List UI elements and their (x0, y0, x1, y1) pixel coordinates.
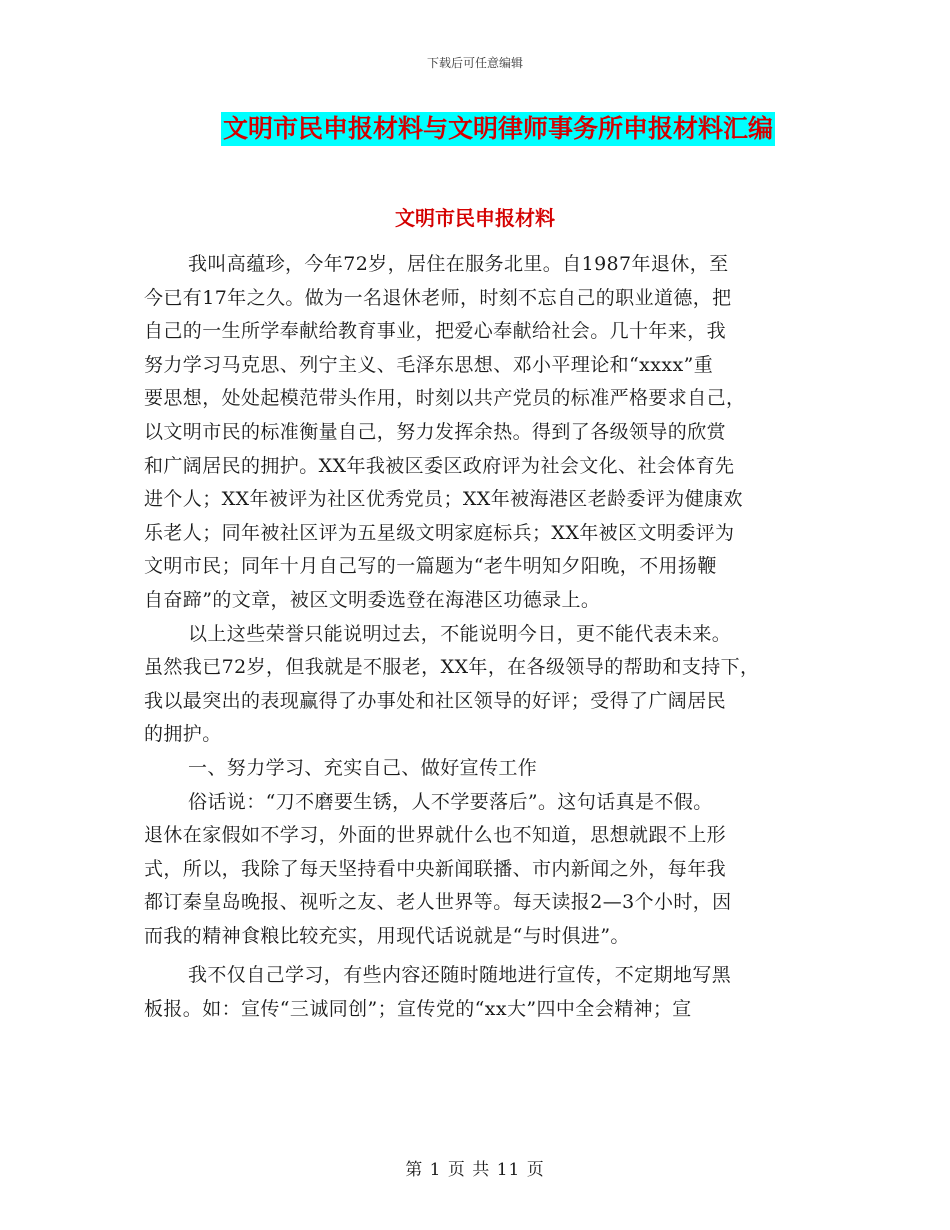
paragraph-line: 今已有17年之久。做为一名退休老师，时刻不忘自己的职业道德，把 (144, 286, 732, 309)
paragraph-line: 我不仅自己学习，有些内容还随时随地进行宣传，不定期地写黑 (188, 964, 732, 987)
paragraph-line: 自己的一生所学奉献给教育事业，把爱心奉献给社会。几十年来，我 (144, 320, 727, 343)
paragraph-line: 我叫高蕴珍，今年72岁，居住在服务北里。自1987年退休，至 (188, 253, 729, 275)
paragraph-line: 努力学习马克思、列宁主义、毛泽东思想、邓小平理论和“xxxx”重 (144, 353, 714, 376)
paragraph-line: 板报。如：宣传“三诚同创”；宣传党的“xx大”四中全会精神；宣 (144, 998, 692, 1021)
main-title-container (0, 112, 950, 146)
page-footer: 第 1 页 共 11 页 (405, 1160, 545, 1180)
paragraph-line: 俗话说：“刀不磨要生锈，人不学要落后”。这句话真是不假。 (188, 790, 713, 813)
paragraph-line: 和广阔居民的拥护。XX年我被区委区政府评为社会文化、社会体育先 (144, 454, 735, 477)
section-title: 文明市民申报材料 (395, 206, 555, 230)
paragraph-line: 退休在家假如不学习，外面的世界就什么也不知道，思想就跟不上形 (144, 824, 727, 847)
paragraph-line: 我以最突出的表现赢得了办事处和社区领导的好评；受得了广阔居民 (144, 689, 727, 712)
paragraph-line: 式，所以，我除了每天坚持看中央新闻联播、市内新闻之外，每年我 (144, 857, 727, 880)
paragraph-line: 自奋蹄”的文章，被区文明委选登在海港区功德录上。 (144, 588, 601, 611)
paragraph-line: 乐老人；同年被社区评为五星级文明家庭标兵；XX年被区文明委评为 (144, 521, 735, 544)
paragraph-line: 进个人；XX年被评为社区优秀党员；XX年被海港区老龄委评为健康欢 (144, 488, 743, 511)
section-heading-line: 一、努力学习、充实自己、做好宣传工作 (188, 756, 538, 779)
header-note: 下载后可任意编辑 (426, 56, 523, 70)
paragraph-line: 文明市民；同年十月自己写的一篇题为“老牛明知夕阳晚，不用扬鞭 (144, 555, 717, 578)
paragraph-line: 虽然我已72岁，但我就是不服老，XX年，在各级领导的帮助和支持下， (144, 656, 760, 679)
paragraph-line: 的拥护。 (144, 723, 222, 746)
body-text (144, 248, 814, 1027)
paragraph-line: 要思想，处处起模范带头作用，时刻以共产党员的标准严格要求自己， (144, 387, 746, 410)
main-title: 文明市民申报材料与文明律师事务所申报材料汇编 (221, 112, 775, 146)
paragraph-line: 以文明市民的标准衡量自己，努力发挥余热。得到了各级领导的欣赏 (144, 420, 727, 443)
paragraph-line: 都订秦皇岛晚报、视听之友、老人世界等。每天读报2—3个小时，因 (144, 891, 732, 914)
paragraph-line: 而我的精神食粮比较充实，用现代话说就是“与时俱进”。 (144, 924, 630, 947)
paragraph-line: 以上这些荣誉只能说明过去，不能说明今日，更不能代表未来。 (188, 622, 732, 645)
